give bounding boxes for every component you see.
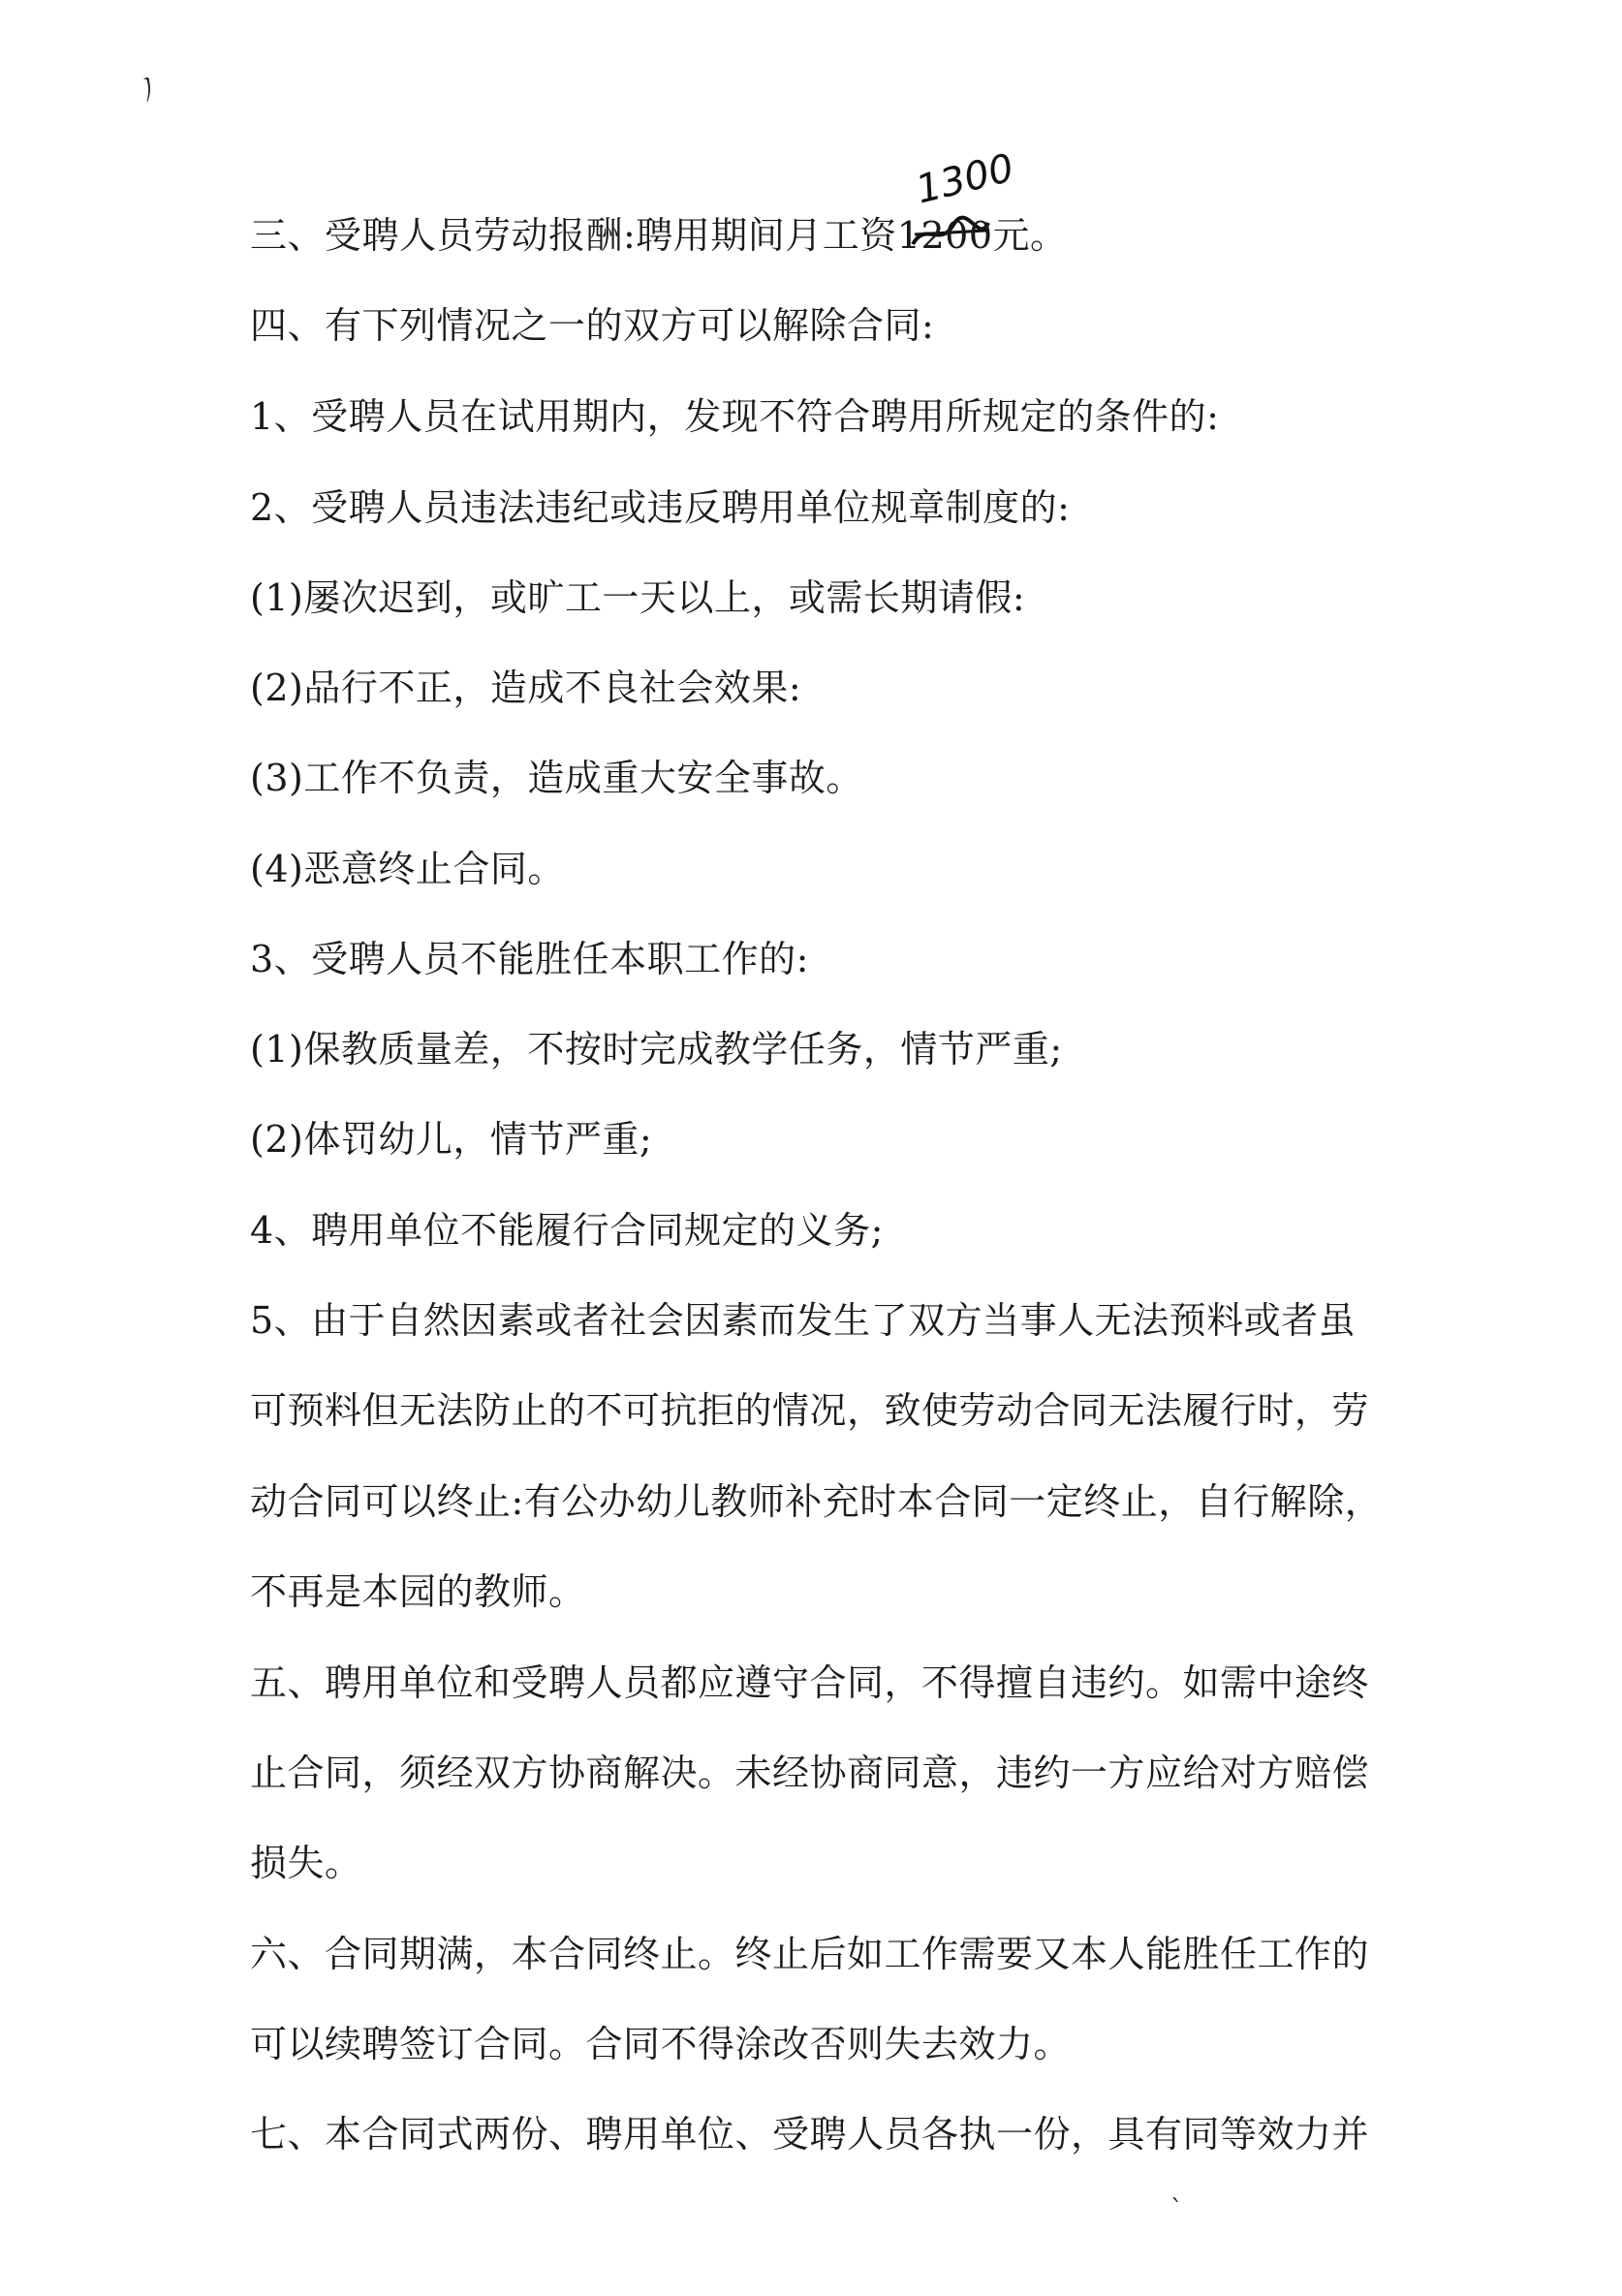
clause-4-3-sub-1: (1)保教质量差，不按时完成教学任务，情节严重; — [250, 1028, 1063, 1070]
clause-5-line-3: 损失。 — [250, 1842, 362, 1884]
clause-4-item-5-line-3: 动合同可以终止:有公办幼儿教师补充时本合同一定终止，自行解除， — [250, 1480, 1383, 1523]
clause-4-3-sub-2: (2)体罚幼儿，情节严重; — [250, 1118, 653, 1161]
corner-mark: ノ — [127, 67, 170, 109]
clause-4-item-2: 2、受聘人员违法违纪或违反聘用单位规章制度的: — [250, 486, 1071, 529]
clause-4-item-3: 3、受聘人员不能胜任本职工作的: — [250, 938, 809, 980]
clause-4-item-5-line-4: 不再是本园的教师。 — [250, 1570, 586, 1613]
clause-4-item-5-line-2: 可预料但无法防止的不可抗拒的情况，致使劳动合同无法履行时，劳 — [250, 1389, 1370, 1432]
clause-4-item-4: 4、聘用单位不能履行合同规定的义务; — [250, 1209, 884, 1252]
clause-6-line-2: 可以续聘签订合同。合同不得涂改否则失去效力。 — [250, 2023, 1072, 2065]
clause-5-line-1: 五、聘用单位和受聘人员都应遵守合同，不得擅自违约。如需中途终 — [250, 1661, 1370, 1704]
page-mark: ˋ — [1170, 2195, 1183, 2224]
clause-7-line-1: 七、本合同式两份、聘用单位、受聘人员各执一份，具有同等效力并 — [250, 2113, 1370, 2156]
clause-3: 三、受聘人员劳动报酬:聘用期间月工资1200元。 — [250, 214, 1068, 257]
handwritten-amount: 1300 — [911, 145, 1018, 213]
clause-4: 四、有下列情况之一的双方可以解除合同: — [250, 304, 935, 347]
clause-4-2-sub-4: (4)恶意终止合同。 — [250, 848, 565, 890]
clause-4-item-1: 1、受聘人员在试用期内，发现不符合聘用所规定的条件的: — [250, 395, 1220, 438]
clause-4-item-5-line-1: 5、由于自然因素或者社会因素而发生了双方当事人无法预料或者虽 — [250, 1299, 1357, 1342]
clause-6-line-1: 六、合同期满，本合同终止。终止后如工作需要又本人能胜任工作的 — [250, 1933, 1370, 1975]
clause-4-2-sub-2: (2)品行不正，造成不良社会效果: — [250, 667, 802, 709]
clause-4-2-sub-1: (1)屡次迟到，或旷工一天以上，或需长期请假: — [250, 576, 1026, 619]
clause-4-2-sub-3: (3)工作不负责，造成重大安全事故。 — [250, 757, 863, 799]
clause-5-line-2: 止合同，须经双方协商解决。未经协商同意，违约一方应给对方赔偿 — [250, 1752, 1370, 1794]
